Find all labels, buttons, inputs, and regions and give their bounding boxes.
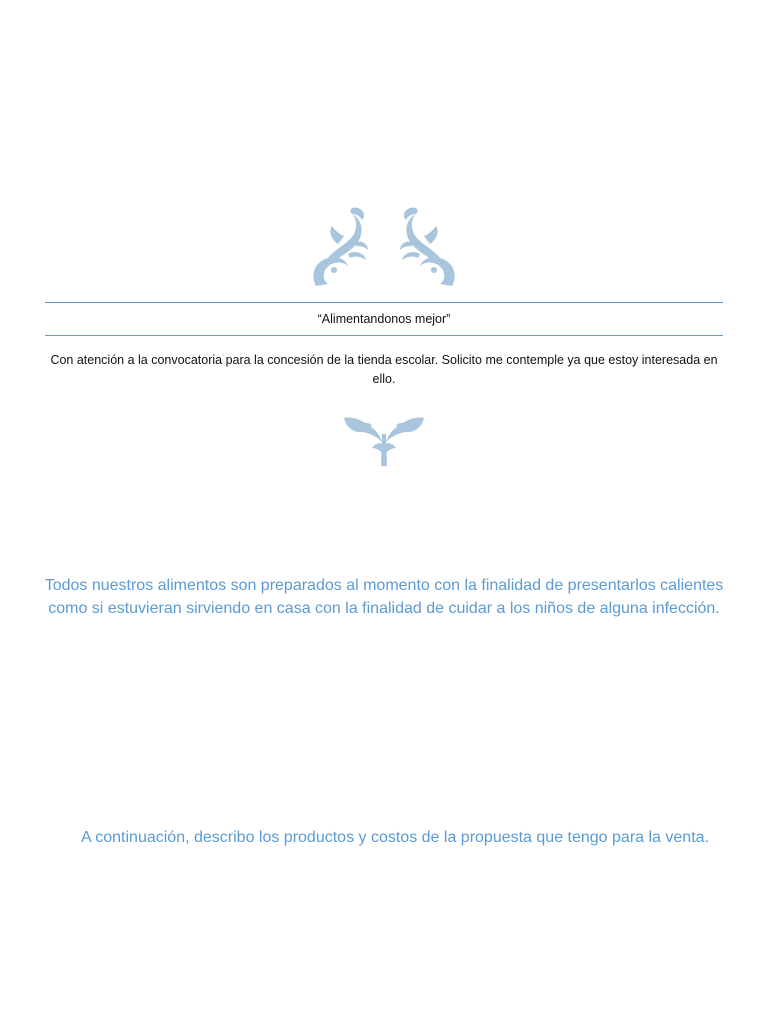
top-divider xyxy=(45,302,723,303)
body-paragraph-products: A continuación, describo los productos y costos de la propuesta que tengo para la venta. xyxy=(81,829,709,846)
document-title: “Alimentandonos mejor” xyxy=(317,312,451,326)
intro-paragraph: Con atención a la convocatoria para la concesión de la tienda escolar. Solicito me contemple ya que estoy interesada en ello. xyxy=(50,353,718,386)
fleur-ornament-icon xyxy=(342,412,426,470)
body-paragraph-food: Todos nuestros alimentos son preparados al momento con la finalidad de presentarlos calientes como si estuvieran sirviendo en casa con la finalidad de cuidar a los niños de alguna infección. xyxy=(44,577,724,617)
bottom-divider xyxy=(45,335,723,336)
flourish-scroll-icon xyxy=(308,204,460,292)
